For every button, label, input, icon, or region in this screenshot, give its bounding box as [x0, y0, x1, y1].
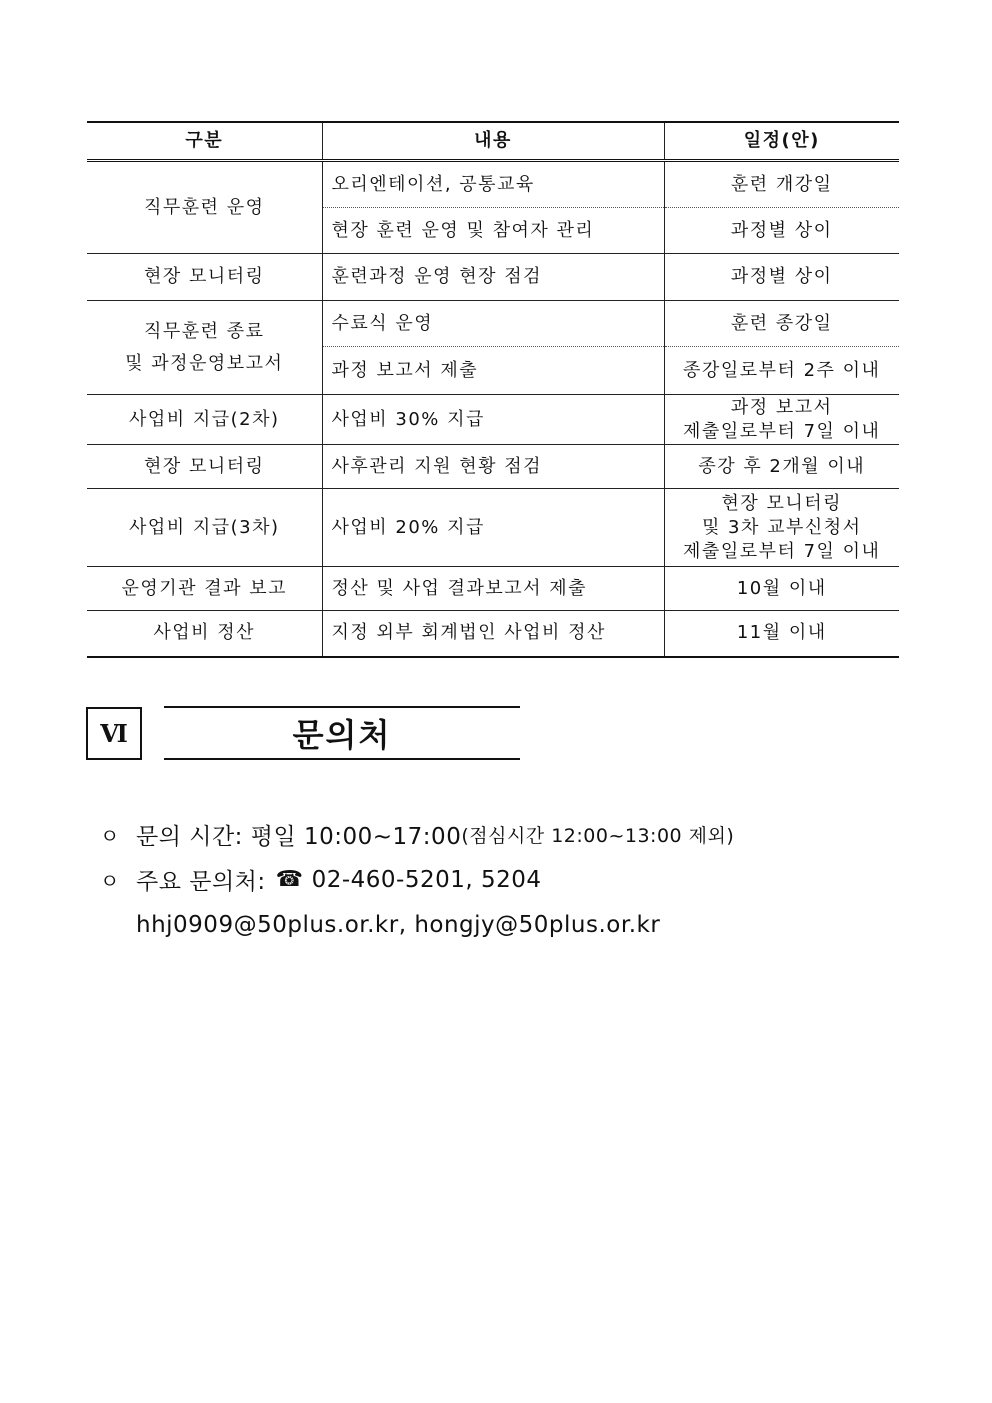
cell-content: 훈련과정 운영 현장 점검 — [322, 254, 664, 301]
cell-content: 사업비 30% 지급 — [322, 395, 664, 445]
cell-content: 오리엔테이션, 공통교육 — [322, 161, 664, 208]
cell-content: 수료식 운영 — [322, 301, 664, 347]
header-content: 내용 — [322, 122, 664, 161]
table-header-row — [87, 122, 899, 161]
schedule-line: 현장 모니터링 — [721, 492, 843, 514]
bullet: ㅇ — [100, 869, 120, 893]
contact-emails[interactable]: hhj0909@50plus.or.kr, hongjy@50plus.or.kr — [136, 911, 661, 938]
telephone-icon: ☎ — [275, 867, 304, 892]
header-schedule: 일정(안) — [664, 122, 899, 161]
contact-hours-note: (점심시간 12:00~13:00 제외) — [461, 825, 735, 847]
table-row — [87, 395, 899, 445]
header-category: 구분 — [87, 122, 322, 161]
schedule-line: 제출일로부터 7일 이내 — [683, 540, 881, 562]
table-row — [87, 161, 899, 208]
table-row — [87, 489, 899, 567]
cell-content: 사업비 20% 지급 — [322, 489, 664, 567]
section-title: 문의처 — [164, 706, 520, 760]
table-row — [87, 445, 899, 489]
cell-category: 사업비 지급(3차) — [87, 489, 322, 567]
cell-category — [87, 301, 322, 395]
contact-phone-numbers: 02-460-5201, 5204 — [311, 866, 542, 893]
cell-schedule: 과정별 상이 — [664, 254, 899, 301]
table-row — [87, 567, 899, 611]
section-number: Ⅵ — [86, 707, 142, 760]
cell-schedule: 11월 이내 — [664, 611, 899, 657]
cell-category: 사업비 지급(2차) — [87, 395, 322, 445]
cell-content: 사후관리 지원 현황 점검 — [322, 445, 664, 489]
contact-emails-line — [100, 902, 734, 947]
table-row — [87, 301, 899, 347]
cell-schedule: 종강일로부터 2주 이내 — [664, 347, 899, 395]
cell-content: 정산 및 사업 결과보고서 제출 — [322, 567, 664, 611]
cell-schedule: 훈련 개강일 — [664, 161, 899, 208]
schedule-table — [87, 121, 899, 658]
table-row — [87, 254, 899, 301]
contact-phone-line — [100, 857, 734, 902]
schedule-line: 과정 보고서 — [730, 396, 833, 418]
category-line: 및 과정운영보고서 — [125, 352, 284, 374]
schedule-line: 제출일로부터 7일 이내 — [683, 420, 881, 442]
cell-schedule: 훈련 종강일 — [664, 301, 899, 347]
cell-schedule: 종강 후 2개월 이내 — [664, 445, 899, 489]
cell-category: 현장 모니터링 — [87, 445, 322, 489]
cell-schedule — [664, 395, 899, 445]
contact-hours: 문의 시간: 평일 10:00~17:00 — [136, 824, 462, 850]
cell-content: 지정 외부 회계법인 사업비 정산 — [322, 611, 664, 657]
cell-category: 사업비 정산 — [87, 611, 322, 657]
cell-schedule: 10월 이내 — [664, 567, 899, 611]
table-row — [87, 611, 899, 657]
cell-schedule: 과정별 상이 — [664, 208, 899, 254]
contact-hours-line — [100, 812, 734, 857]
cell-content: 현장 훈련 운영 및 참여자 관리 — [322, 208, 664, 254]
cell-schedule — [664, 489, 899, 567]
cell-category: 직무훈련 운영 — [87, 161, 322, 254]
cell-category: 운영기관 결과 보고 — [87, 567, 322, 611]
contact-phone-label: 주요 문의처: — [136, 869, 266, 895]
contact-info — [100, 812, 734, 947]
category-line: 직무훈련 종료 — [143, 320, 265, 342]
schedule-line: 및 3차 교부신청서 — [701, 516, 862, 538]
bullet: ㅇ — [100, 824, 120, 848]
cell-content: 과정 보고서 제출 — [322, 347, 664, 395]
cell-category: 현장 모니터링 — [87, 254, 322, 301]
